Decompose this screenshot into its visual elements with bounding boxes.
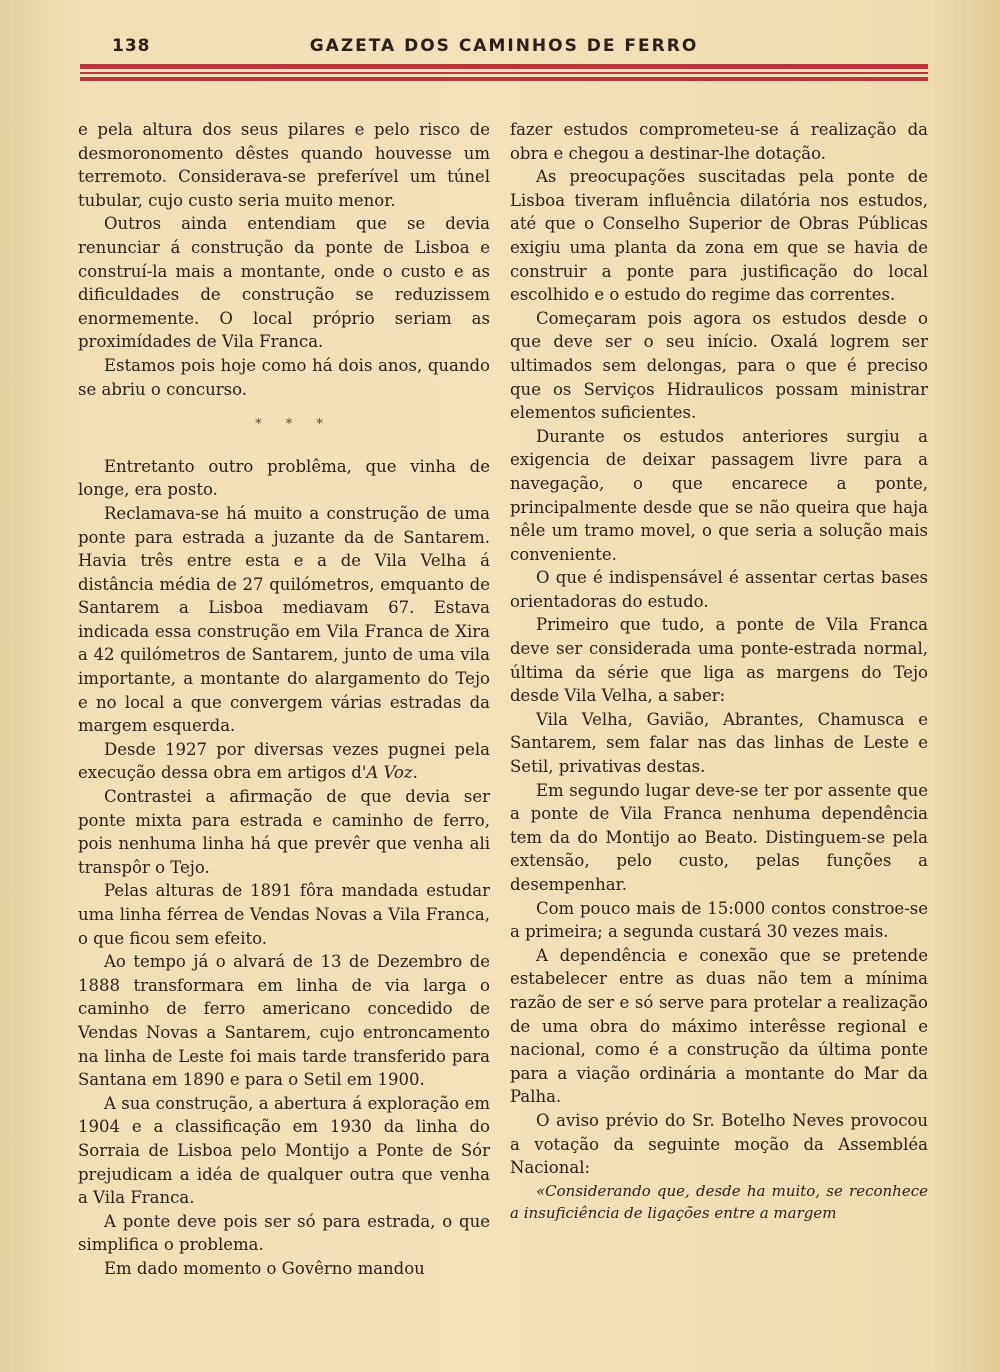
- paragraph: A ponte deve pois ser só para estrada, o que simplifica o problema.: [78, 1211, 490, 1255]
- section-separator: * * *: [255, 417, 333, 433]
- paragraph: Durante os estudos anteriores surgiu a exigencia de deixar passagem livre para a navegação, o que encarece a ponte, principalmente desde que se não queira que haja nêle um tramo movel, o que seria a solução mais conveniente.: [510, 426, 928, 564]
- paragraph: Estamos pois hoje como há dois anos, quando se abriu o concurso.: [78, 355, 490, 399]
- paragraph: Vila Velha, Gavião, Abrantes, Chamusca e Santarem, sem falar nas das linhas de Leste e Setil, privativas destas.: [510, 709, 928, 777]
- paragraph: Em segundo lugar deve-se ter por assente que a ponte de Vila Franca nenhuma dependência tem da do Montijo ao Beato. Distinguem-se pela extensão, pelo custo, pelas funções a desempenhar.: [510, 780, 928, 894]
- header-rule: [80, 77, 928, 81]
- paragraph: As preocupações suscitadas pela ponte de Lisboa tiveram influência dilatória nos estudos, até que o Conselho Superior de Obras Públicas exigiu uma planta da zona em que se havia de construir a ponte para justificação do local escolhido e o estudo do regime das correntes.: [510, 167, 928, 305]
- paragraph: fazer estudos comprometeu-se á realização da obra e chegou a destinar-lhe dotação.: [510, 120, 928, 163]
- publication-title: A Voz: [366, 763, 413, 783]
- paragraph: A dependência e conexão que se pretende estabelecer entre as duas não tem a mínima razão de ser e só serve para protelar a realização de uma obra do máximo interêsse regional e nacional, como é a construção da última ponte para a viação ordinária a montante do Mar da Palha.: [510, 945, 928, 1107]
- paragraph: Primeiro que tudo, a ponte de Vila Franca deve ser considerada uma ponte-estrada normal, última da série que liga as margens do Tejo desde Vila Velha, a saber:: [510, 615, 928, 706]
- paragraph: Começaram pois agora os estudos desde o que deve ser o seu início. Oxalá logrem ser ultimados sem delongas, para o que é preciso que os Serviços Hidraulicos possam ministrar elementos suficientes.: [510, 308, 928, 423]
- paragraph: Entretanto outro problêma, que vinha de longe, era posto.: [78, 456, 490, 500]
- journal-title: GAZETA DOS CAMINHOS DE FERRO: [309, 36, 699, 56]
- paragraph: Contrastei a afirmação de que devia ser ponte mixta para estrada e caminho de ferro, pois nenhuma linha há que prevêr que venha ali transpôr o Tejo.: [78, 787, 490, 877]
- paragraph: Ao tempo já o alvará de 13 de Dezembro de 1888 transformara em linha de via larga o caminho de ferro americano concedido de Vendas Novas a Santarem, cujo entroncamento na linha de Leste foi mais tarde transferido para Santana em 1890 e para o Setil em 1900.: [78, 952, 490, 1090]
- left-column: [78, 118, 490, 1281]
- paragraph-text: .: [412, 763, 418, 783]
- paragraph: O aviso prévio do Sr. Botelho Neves provocou a votação da seguinte moção da Assembléa Nacional:: [510, 1110, 928, 1178]
- quoted-motion: «Considerando que, desde ha muito, se reconhece a insuficiência de ligações entre a margem: [510, 1181, 928, 1222]
- right-column: [510, 118, 928, 1224]
- paragraph-text: Desde 1927 por diversas vezes pugnei pela execução dessa obra em artigos d': [78, 739, 490, 783]
- paragraph: Em dado momento o Govêrno mandou: [104, 1258, 425, 1278]
- paragraph: Com pouco mais de 15:000 contos constroe-se a primeira; a segunda custará 30 vezes mais.: [510, 898, 928, 942]
- paragraph: Outros ainda entendiam que se devia renunciar á construção da ponte de Lisboa e construí-la mais a montante, onde o custo e as dificuldades de construção se reduzissem enormemente. O local próprio seriam as proximídades de Vila Franca.: [78, 214, 490, 352]
- header-rule: [80, 64, 928, 69]
- paragraph: O que é indispensável é assentar certas bases orientadoras do estudo.: [510, 568, 928, 611]
- paragraph: e pela altura dos seus pilares e pelo risco de desmoronomento dêstes quando houvesse um terremoto. Considerava-se preferível um túnel tubular, cujo custo seria muito menor.: [78, 120, 490, 210]
- page-number: 138: [112, 36, 151, 56]
- paragraph: [78, 738, 490, 785]
- running-header: [80, 30, 928, 80]
- paragraph: Pelas alturas de 1891 fôra mandada estudar uma linha férrea de Vendas Novas a Vila Franca, o que ficou sem efeito.: [78, 881, 490, 948]
- paragraph: Reclamava-se há muito a construção de uma ponte para estrada a juzante da de Santarem. Havia três entre esta e a de Vila Velha á distância média de 27 quilómetros, emquanto de Santarem a Lisboa mediavam 67. Estava indicada essa construção em Vila Franca de Xira a 42 quilómetros de Santarem, junto de uma vila importante, a montante do alargamento do Tejo e no local a que convergem várias estradas da margem esquerda.: [78, 503, 490, 736]
- header-rule: [80, 72, 928, 74]
- paragraph: A sua construção, a abertura á exploração em 1904 e a classificação em 1930 da linha do Sorraia de Lisboa pelo Montijo a Ponte de Sór prejudicam a idéa de qualquer outra que venha a Vila Franca.: [78, 1093, 490, 1208]
